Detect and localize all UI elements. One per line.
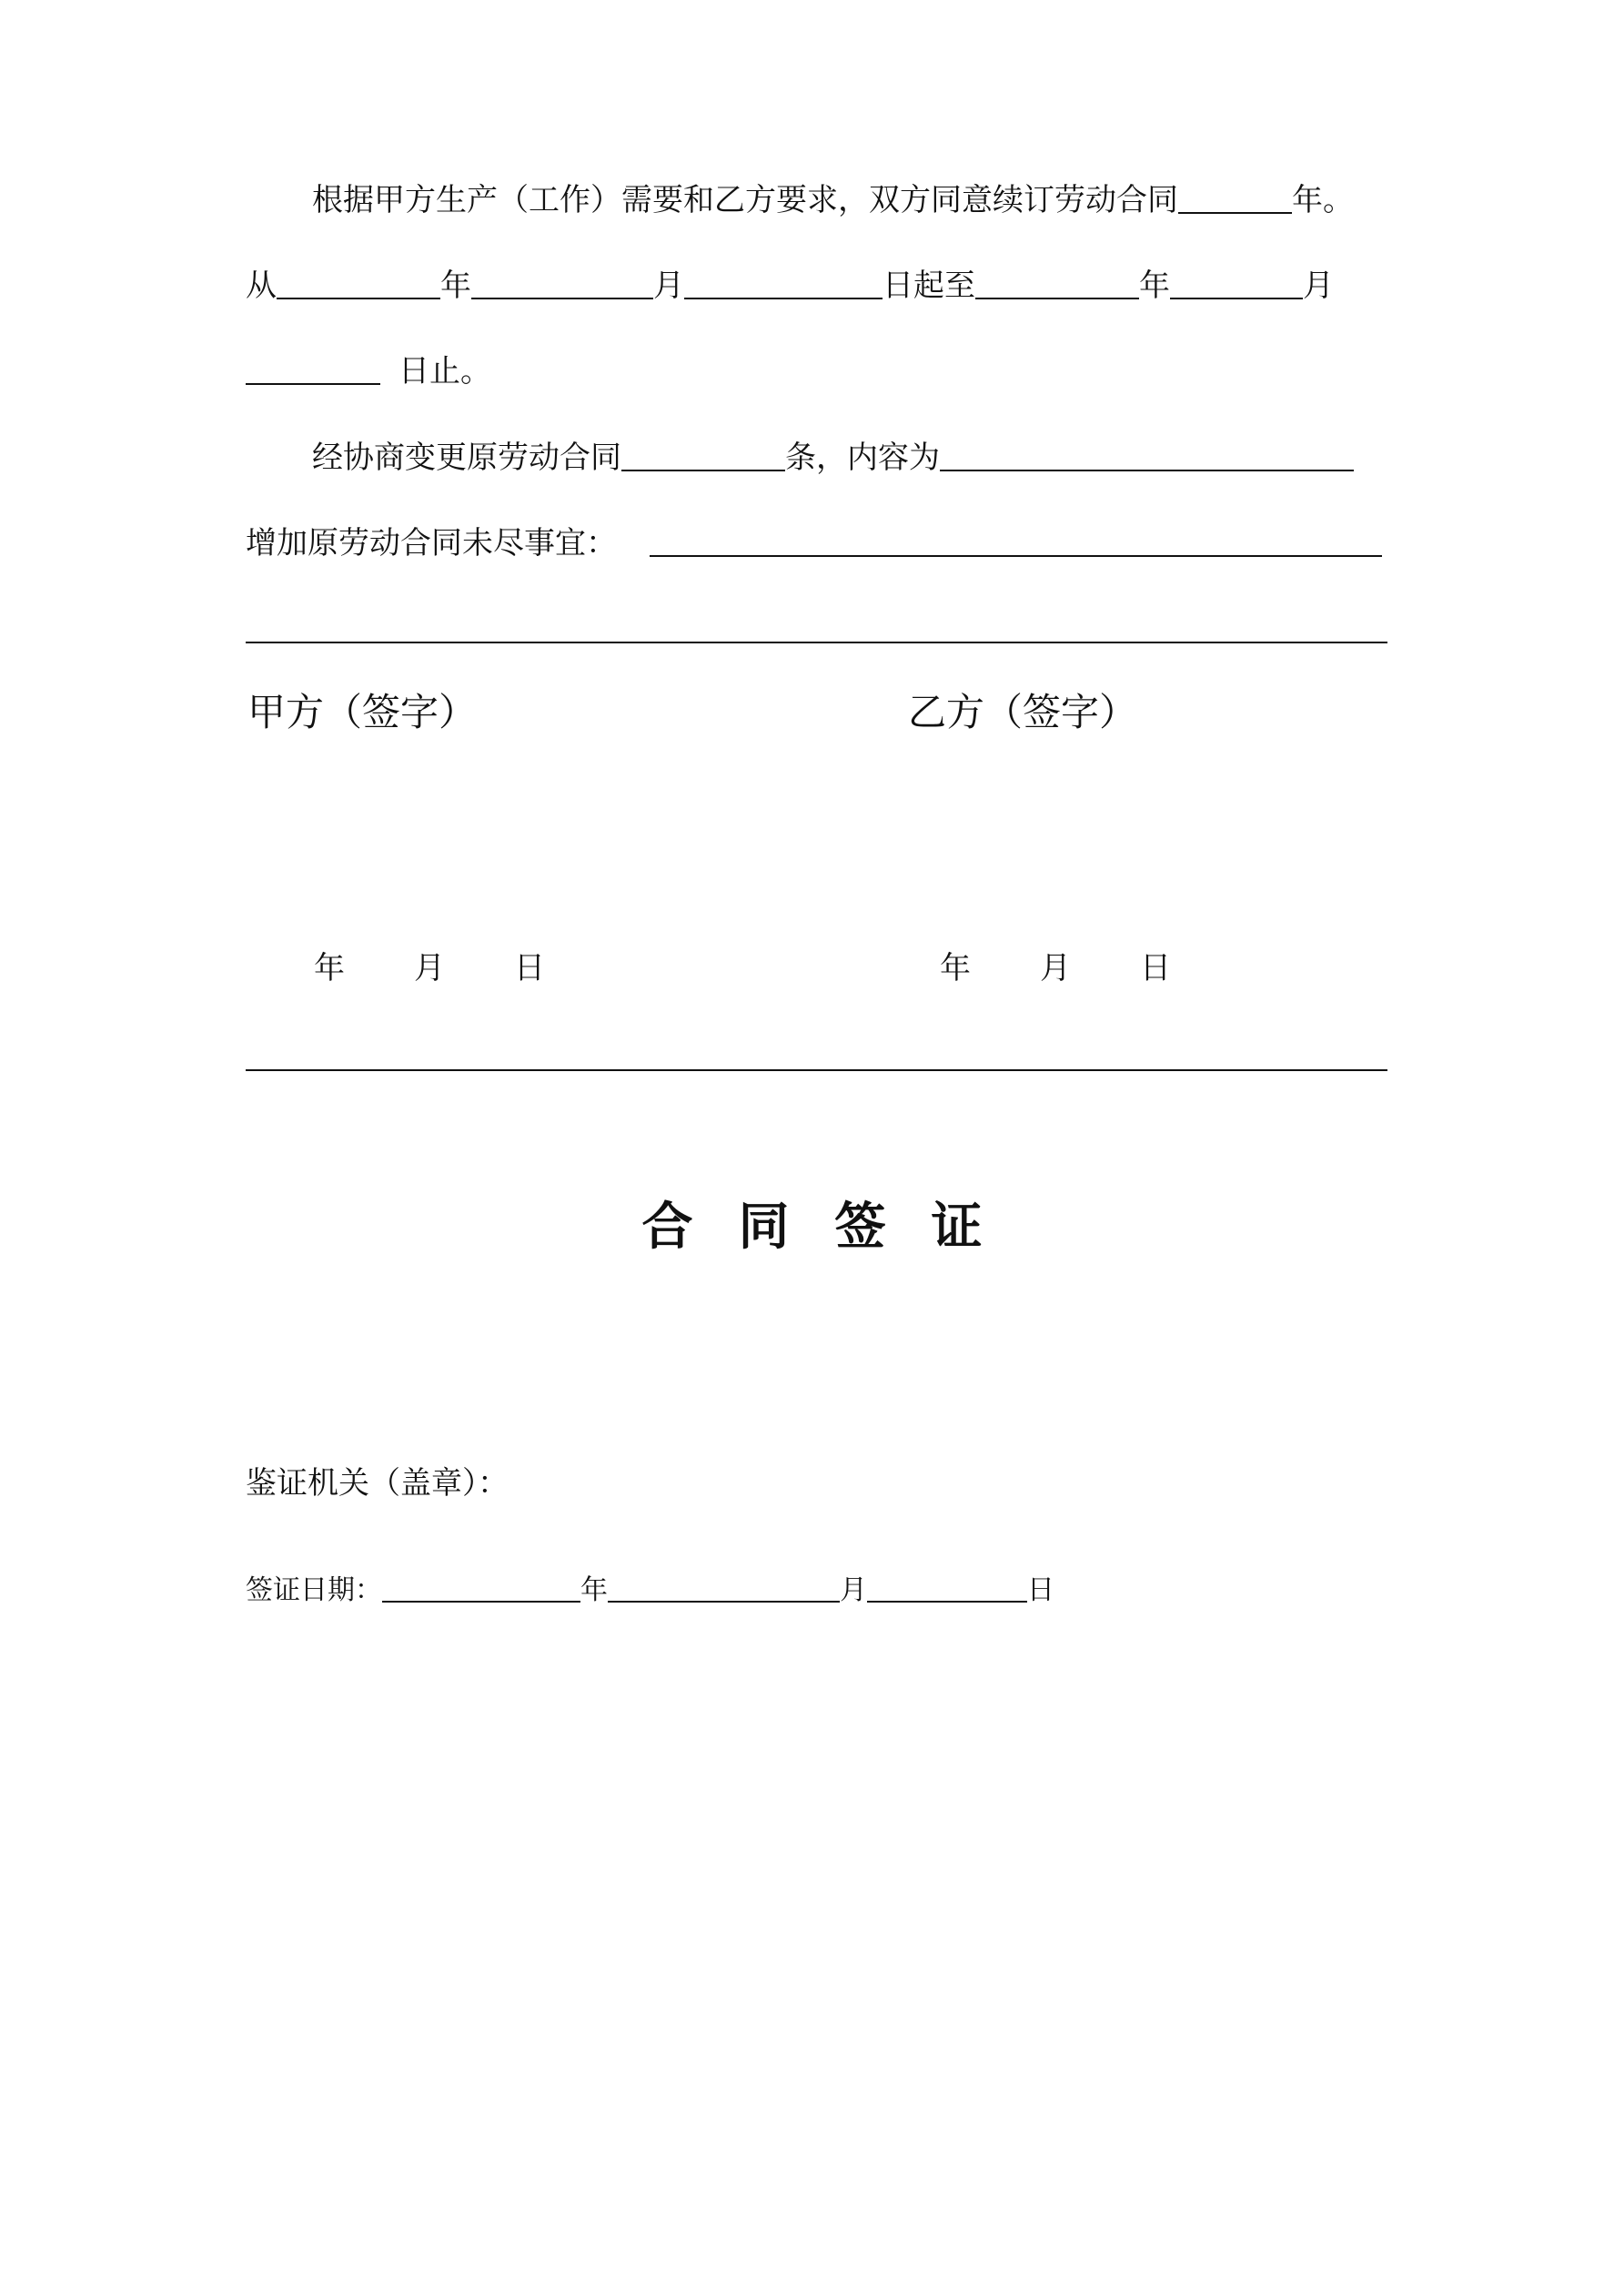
- end-month-label: 月: [1303, 268, 1334, 304]
- verification-year-label: 年: [580, 1574, 608, 1606]
- start-day-blank[interactable]: [684, 267, 883, 299]
- verification-day-label: 日: [1027, 1574, 1054, 1606]
- start-year-label: 年: [440, 268, 471, 304]
- start-day-label: 日起至: [883, 268, 975, 304]
- renewal-year-unit: 年。: [1292, 182, 1354, 218]
- verification-date-label: 签证日期：: [246, 1574, 382, 1606]
- verification-authority: [246, 1463, 1387, 1503]
- end-day-blank[interactable]: [246, 352, 380, 385]
- party-a-day-label: 日: [514, 950, 545, 986]
- from-label: 从: [246, 268, 277, 304]
- party-a-year-label: 年: [314, 950, 345, 986]
- change-text: 经协商变更原劳动合同: [312, 440, 621, 476]
- end-year-blank[interactable]: [975, 267, 1139, 299]
- change-content-label: 条，内容为: [785, 440, 940, 476]
- verification-month-label: 月: [840, 1574, 867, 1606]
- end-day-label: 日止。: [398, 353, 491, 389]
- party-b-day-label: 日: [1140, 950, 1171, 986]
- clause-count-blank[interactable]: [621, 439, 785, 471]
- end-year-label: 年: [1139, 268, 1170, 304]
- section-divider: [246, 1069, 1387, 1071]
- authority-label: 鉴证机关（盖章）：: [246, 1465, 509, 1502]
- party-b-date: [940, 948, 1171, 988]
- change-line: [312, 438, 1387, 478]
- start-month-blank[interactable]: [471, 267, 653, 299]
- verification-date-line: [246, 1571, 1387, 1611]
- verification-day-blank[interactable]: [867, 1573, 1027, 1603]
- verification-title: 合同签证: [641, 1197, 1028, 1257]
- addition-blank[interactable]: [650, 524, 1382, 557]
- addition-continuation-line[interactable]: [246, 642, 1387, 643]
- start-month-label: 月: [653, 268, 684, 304]
- addition-text: 增加原劳动合同未尽事宜：: [246, 525, 617, 561]
- renewal-text: 根据甲方生产（工作）需要和乙方要求，双方同意续订劳动合同: [312, 182, 1178, 218]
- renewal-line-3: [246, 351, 1387, 391]
- party-a-month-label: 月: [414, 950, 445, 986]
- start-year-blank[interactable]: [277, 267, 440, 299]
- party-a-signature-label: 甲方（签字）: [247, 690, 478, 734]
- verification-year-blank[interactable]: [382, 1573, 580, 1603]
- party-b-year-label: 年: [940, 950, 971, 986]
- renewal-years-blank[interactable]: [1178, 181, 1292, 214]
- party-b-signature-label: 乙方（签字）: [908, 690, 1138, 734]
- renewal-line-2: [246, 266, 1387, 306]
- verification-month-blank[interactable]: [608, 1573, 840, 1603]
- party-a-date: [314, 948, 545, 988]
- change-content-blank[interactable]: [940, 439, 1354, 471]
- end-month-blank[interactable]: [1170, 267, 1303, 299]
- party-b-month-label: 月: [1040, 950, 1071, 986]
- renewal-line-1: [312, 180, 1387, 220]
- addition-line: [246, 523, 1387, 563]
